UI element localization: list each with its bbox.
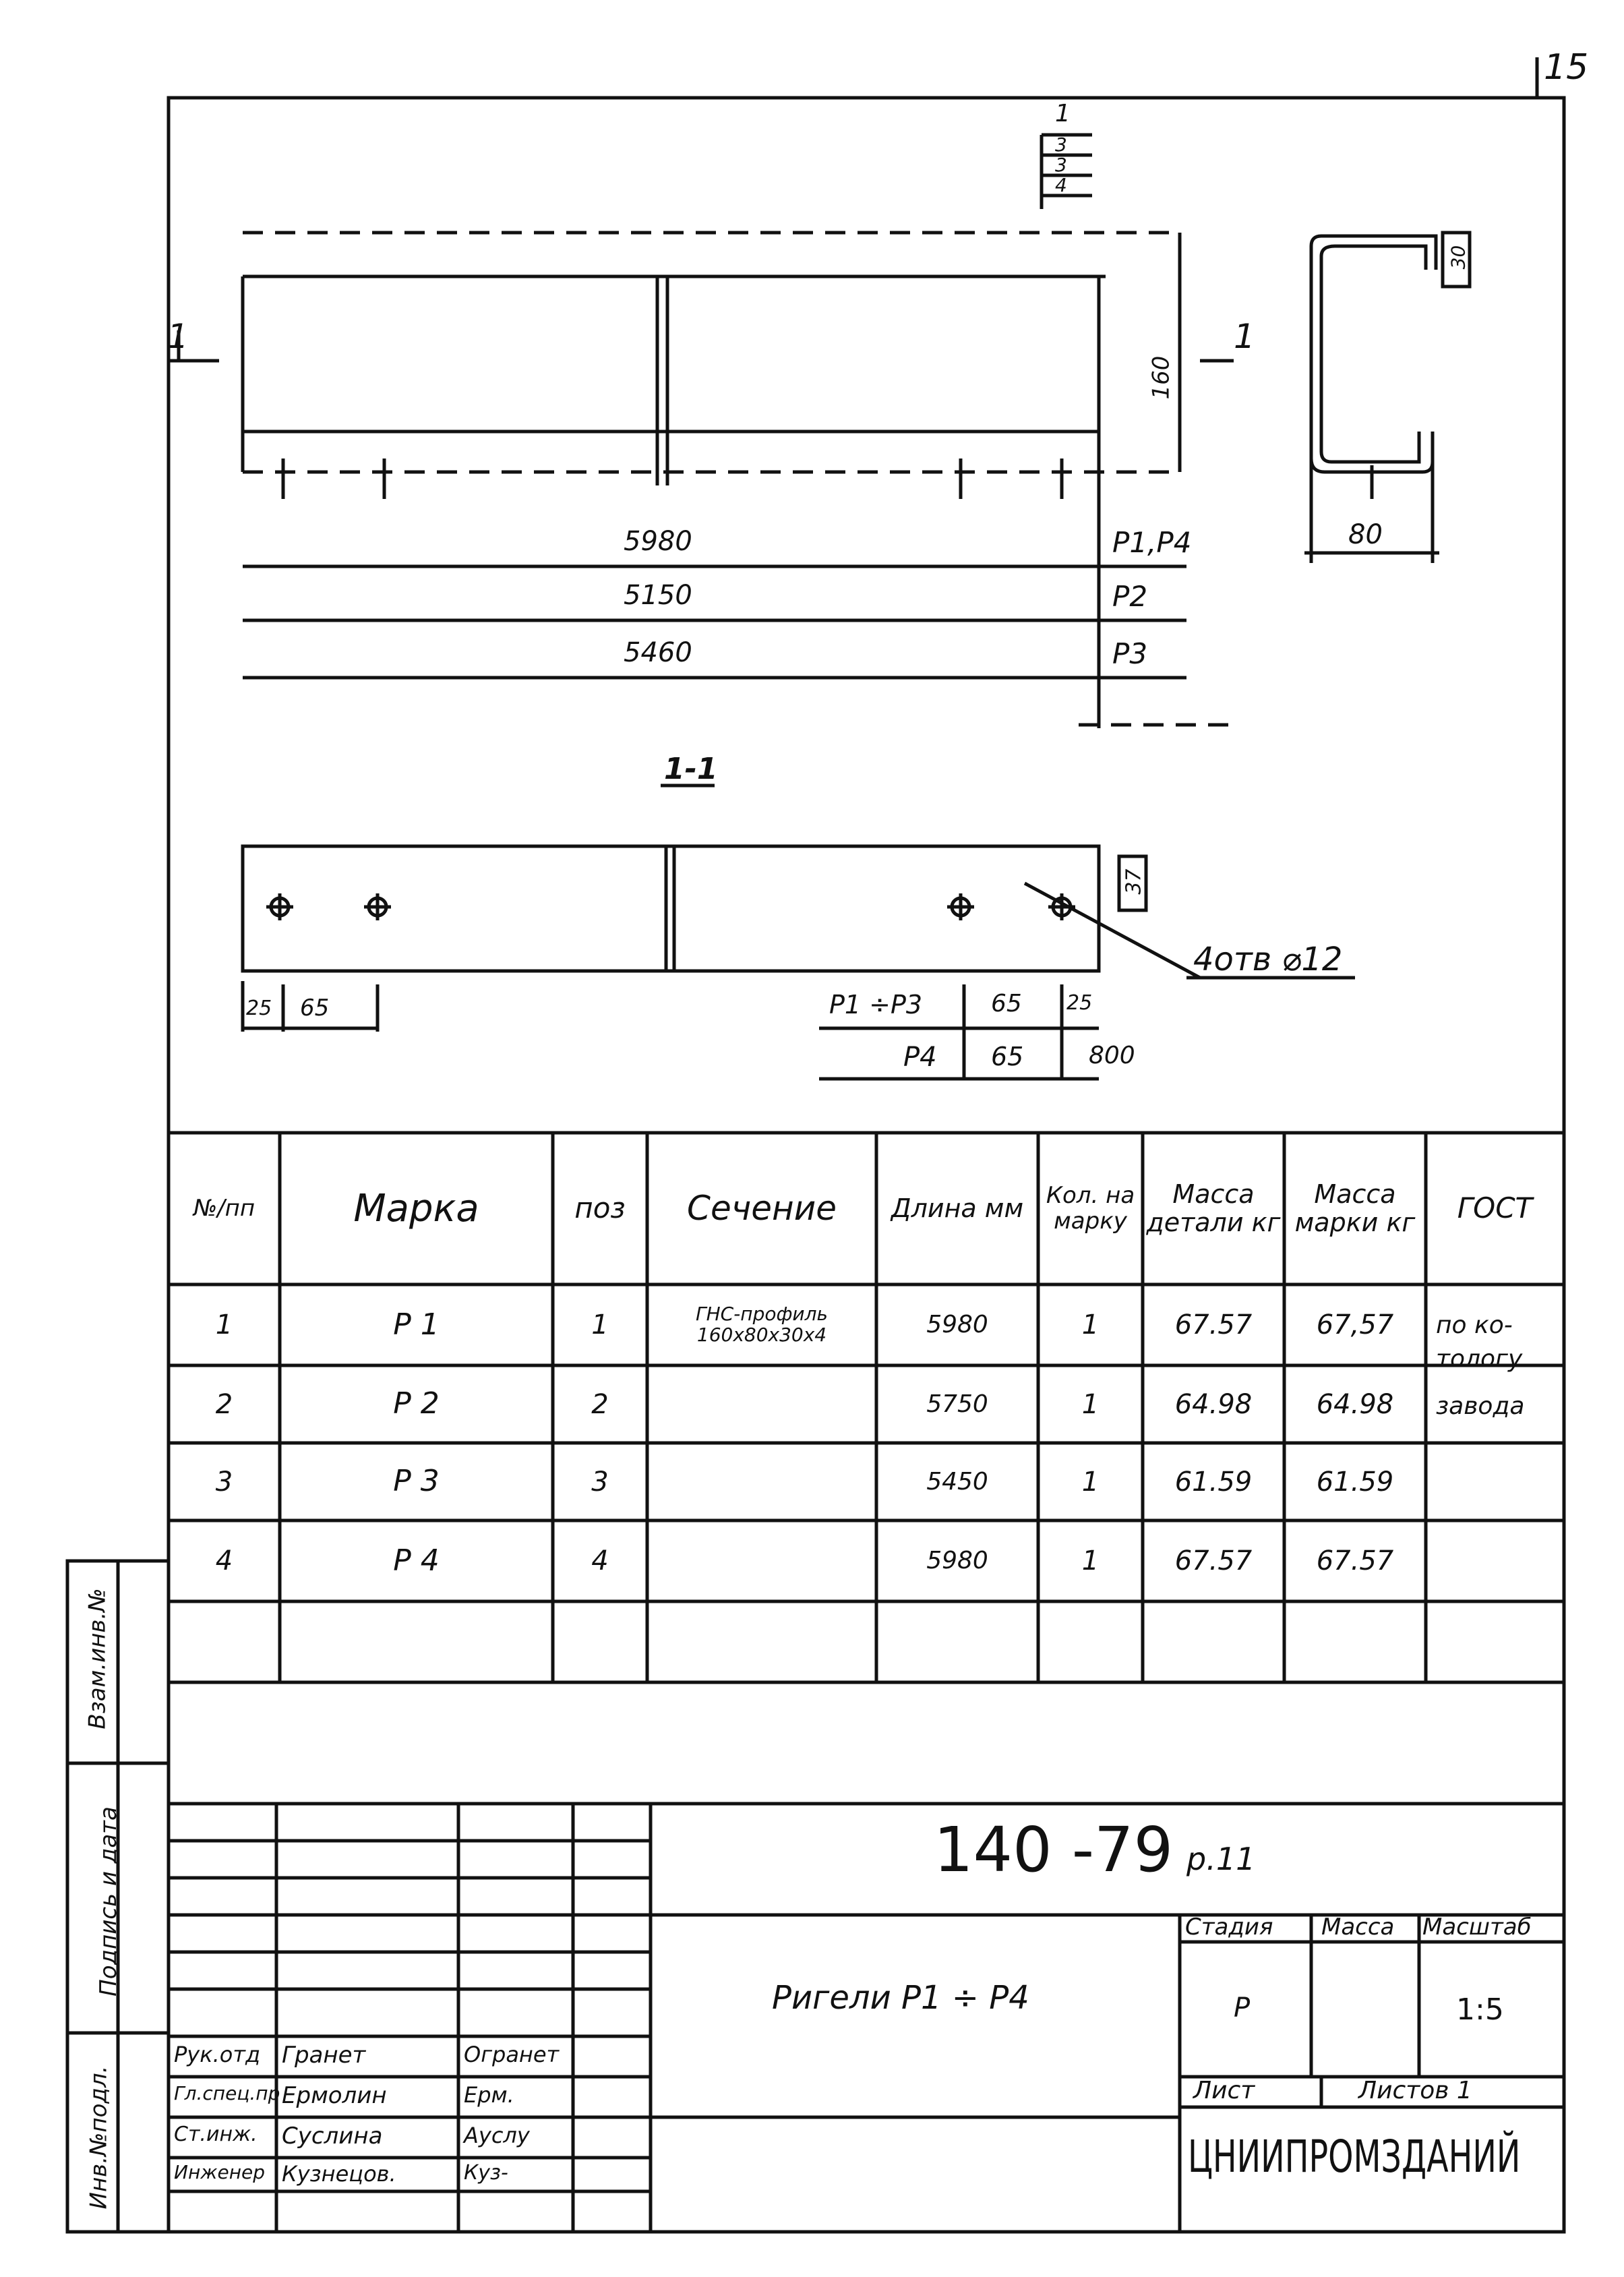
side-label-replace: Взам.инв.№: [84, 1588, 111, 1729]
section-mark-4: 4: [1055, 174, 1067, 196]
header-qty: Кол. на марку: [1046, 1182, 1135, 1235]
row3-qty: 1: [1081, 1466, 1100, 1498]
left-dim-65: 65: [300, 995, 330, 1022]
sign-2: Ерм.: [464, 2082, 514, 2108]
section-dim-37: 37: [1122, 868, 1146, 895]
side-label-signature: Подпись и дата: [94, 1806, 122, 1997]
header-num: №/пп: [193, 1194, 255, 1222]
doc-suffix: р.11: [1186, 1841, 1256, 1877]
row4-pos: 4: [591, 1545, 609, 1576]
sign-4: Куз-: [464, 2161, 508, 2185]
header-mark: Марка: [353, 1186, 479, 1231]
row3-mass-mark: 61.59: [1316, 1466, 1394, 1498]
drawing-title: Ригели Р1 ÷ Р4: [772, 1979, 1029, 2017]
row1-mark: P 1: [393, 1307, 440, 1342]
row4-qty: 1: [1081, 1545, 1100, 1576]
row3-length: 5450: [926, 1467, 988, 1496]
role-1: Рук.отд: [174, 2042, 261, 2067]
row3-pos: 3: [591, 1466, 609, 1498]
role-4: Инженер: [174, 2161, 266, 2183]
mass-label: Масса: [1321, 1914, 1395, 1941]
row2-pos: 2: [591, 1388, 609, 1420]
page-number: 15: [1544, 47, 1589, 88]
row4-mass-detail: 67.57: [1174, 1545, 1253, 1576]
row4-mass-mark: 67.57: [1316, 1545, 1394, 1576]
row1-mass-detail: 67.57: [1174, 1309, 1253, 1340]
name-2: Ермолин: [282, 2082, 387, 2109]
dim-mark-2: P2: [1112, 580, 1148, 613]
section-mark-3: 3: [1055, 154, 1067, 176]
row1-mass-mark: 67,57: [1316, 1309, 1394, 1340]
row1-section: ГНС-профиль 160х80х30х4: [695, 1303, 829, 1346]
gost-line-3: заводa: [1436, 1392, 1525, 1420]
dim-length-2: 5150: [624, 580, 692, 611]
profile-width-dim: 80: [1348, 519, 1383, 550]
sheet-label: Лист: [1193, 2077, 1255, 2104]
holes-label: 4отв ⌀12: [1193, 941, 1343, 978]
row2-length: 5750: [926, 1390, 988, 1418]
right-table-b-2: 800: [1089, 1042, 1135, 1069]
name-3: Суслина: [282, 2123, 383, 2150]
header-pos: поз: [574, 1191, 626, 1225]
row3-mass-detail: 61.59: [1174, 1466, 1253, 1498]
dim-length-3: 5460: [624, 637, 692, 668]
row4-mark: P 4: [393, 1543, 440, 1578]
doc-code: 140 -79: [934, 1814, 1174, 1886]
section-mark-2: 3: [1055, 134, 1067, 156]
header-mass-detail: Масса детали кг: [1146, 1179, 1281, 1237]
row4-length: 5980: [926, 1547, 988, 1575]
row2-mass-detail: 64.98: [1174, 1388, 1253, 1420]
gost-line-2: тологу: [1436, 1345, 1523, 1373]
section-title: 1-1: [664, 752, 718, 786]
section-arrow-left: 1: [167, 317, 189, 356]
row2-mark: P 2: [393, 1386, 440, 1421]
row2-qty: 1: [1081, 1388, 1100, 1420]
right-table-b-1: 25: [1066, 991, 1093, 1015]
sheets-label: Листов 1: [1358, 2077, 1472, 2104]
row3-mark: P 3: [393, 1464, 440, 1499]
scale-value: 1:5: [1456, 1992, 1504, 2027]
name-1: Гранет: [282, 2042, 366, 2069]
row1-num: 1: [215, 1309, 233, 1340]
scale-label: Масштаб: [1422, 1914, 1532, 1941]
header-section: Сечение: [687, 1189, 837, 1228]
right-table-a-2: 65: [991, 1042, 1024, 1071]
header-length: Длина мм: [891, 1193, 1024, 1223]
row2-mass-mark: 64.98: [1316, 1388, 1394, 1420]
dim-mark-1: P1,P4: [1112, 526, 1192, 559]
row1-qty: 1: [1081, 1309, 1100, 1340]
left-dim-25: 25: [246, 997, 272, 1020]
row3-num: 3: [215, 1466, 233, 1498]
row2-num: 2: [215, 1388, 233, 1420]
header-gost: ГОСТ: [1457, 1191, 1533, 1225]
role-2: Гл.спец.пр: [174, 2082, 280, 2104]
section-mark-1: 1: [1055, 100, 1071, 127]
header-mass-mark: Масса марки кг: [1294, 1179, 1416, 1237]
gost-line-1: по ко-: [1436, 1311, 1513, 1339]
right-table-a-1: 65: [991, 990, 1022, 1017]
sign-3: Ауслу: [464, 2123, 530, 2148]
stage-label: Стадия: [1185, 1914, 1273, 1941]
dim-length-1: 5980: [624, 526, 692, 557]
role-3: Ст.инж.: [174, 2123, 258, 2146]
dim-height: 160: [1147, 355, 1175, 400]
profile-flange-dim: 30: [1447, 245, 1470, 270]
right-table-mark-1: P1 ÷P3: [829, 990, 923, 1019]
stage-value: Р: [1234, 1992, 1251, 2023]
org-name: ЦНИИПРОМЗДАНИЙ: [1188, 2131, 1521, 2183]
right-table-mark-2: P4: [903, 1042, 937, 1073]
section-arrow-right: 1: [1234, 317, 1255, 356]
sign-1: Огранет: [464, 2042, 560, 2067]
name-4: Кузнецов.: [282, 2161, 396, 2187]
row1-pos: 1: [591, 1309, 609, 1340]
dim-mark-3: P3: [1112, 637, 1148, 670]
side-label-inventory: Инв.№подл.: [85, 2065, 113, 2210]
row1-length: 5980: [926, 1311, 988, 1339]
row4-num: 4: [215, 1545, 233, 1576]
